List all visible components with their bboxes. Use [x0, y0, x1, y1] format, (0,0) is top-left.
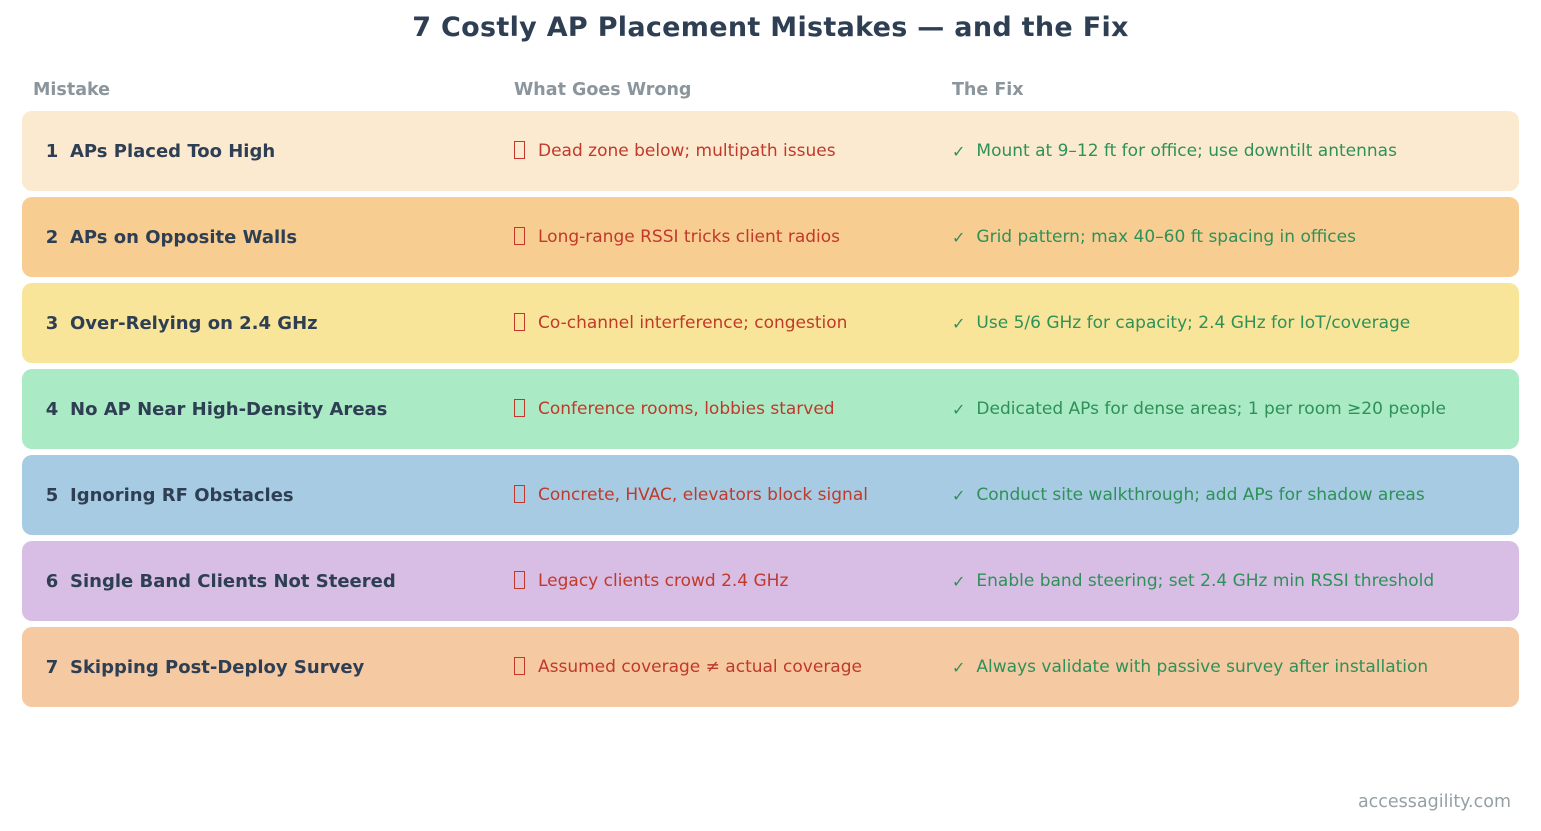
fix-text: Enable band steering; set 2.4 GHz min RSSI threshold	[976, 571, 1435, 591]
table-row	[22, 111, 1519, 191]
fix-cell	[952, 141, 1519, 161]
wrong-text: Long-range RSSI tricks client radios	[538, 227, 841, 247]
mistake-label: Single Band Clients Not Steered	[70, 570, 396, 592]
what-goes-wrong-cell	[514, 657, 952, 677]
what-goes-wrong-cell	[514, 571, 952, 591]
mistake-cell	[22, 227, 514, 248]
fix-text: Conduct site walkthrough; add APs for shadow areas	[976, 485, 1425, 505]
check-icon: ✓	[952, 399, 966, 419]
row-number: 3	[45, 312, 59, 334]
fix-text: Dedicated APs for dense areas; 1 per room ≥20 people	[976, 399, 1446, 419]
what-goes-wrong-cell	[514, 399, 952, 419]
row-number: 5	[45, 484, 59, 506]
mistake-label: No AP Near High-Density Areas	[70, 398, 388, 420]
tofu-missing-glyph-icon	[514, 399, 525, 417]
fix-text: Always validate with passive survey after installation	[976, 657, 1429, 677]
what-goes-wrong-cell	[514, 313, 952, 333]
table-body	[22, 111, 1519, 707]
row-number: 4	[45, 398, 59, 420]
what-goes-wrong-cell	[514, 485, 952, 505]
fix-cell	[952, 657, 1519, 677]
mistake-label: APs on Opposite Walls	[70, 226, 298, 248]
tofu-missing-glyph-icon	[514, 571, 525, 589]
wrong-text: Legacy clients crowd 2.4 GHz	[538, 571, 789, 591]
column-header-the-fix: The Fix	[952, 80, 1024, 100]
table-row	[22, 455, 1519, 535]
tofu-missing-glyph-icon	[514, 313, 525, 331]
wrong-text: Assumed coverage ≠ actual coverage	[538, 657, 862, 677]
check-icon: ✓	[952, 313, 966, 333]
wrong-text: Concrete, HVAC, elevators block signal	[538, 485, 868, 505]
fix-cell	[952, 227, 1519, 247]
column-header-mistake: Mistake	[33, 80, 111, 100]
column-headers	[22, 80, 1519, 100]
tofu-missing-glyph-icon	[514, 657, 525, 675]
row-number: 2	[45, 226, 59, 248]
check-icon: ✓	[952, 227, 966, 247]
column-header-what-goes-wrong: What Goes Wrong	[514, 80, 692, 100]
row-number: 7	[45, 656, 59, 678]
fix-cell	[952, 485, 1519, 505]
mistake-cell	[22, 399, 514, 420]
tofu-missing-glyph-icon	[514, 141, 525, 159]
row-number: 1	[45, 140, 59, 162]
check-icon: ✓	[952, 141, 966, 161]
wrong-text: Dead zone below; multipath issues	[538, 141, 836, 161]
fix-text: Mount at 9–12 ft for office; use downtilt antennas	[976, 141, 1397, 161]
fix-cell	[952, 571, 1519, 591]
mistake-label: APs Placed Too High	[70, 140, 276, 162]
fix-cell	[952, 399, 1519, 419]
mistake-cell	[22, 141, 514, 162]
tofu-missing-glyph-icon	[514, 227, 525, 245]
fix-cell	[952, 313, 1519, 333]
tofu-missing-glyph-icon	[514, 485, 525, 503]
table-row	[22, 369, 1519, 449]
wrong-text: Co-channel interference; congestion	[538, 313, 848, 333]
what-goes-wrong-cell	[514, 227, 952, 247]
mistake-label: Skipping Post-Deploy Survey	[70, 656, 365, 678]
table-row	[22, 197, 1519, 277]
mistake-cell	[22, 571, 514, 592]
watermark-text: accessagility.com	[1357, 792, 1511, 812]
table-row	[22, 627, 1519, 707]
check-icon: ✓	[952, 571, 966, 591]
table-row	[22, 541, 1519, 621]
mistake-cell	[22, 657, 514, 678]
page-title: 7 Costly AP Placement Mistakes — and the Fix	[412, 12, 1129, 43]
table-row	[22, 283, 1519, 363]
row-number: 6	[45, 570, 59, 592]
mistake-label: Ignoring RF Obstacles	[70, 484, 294, 506]
fix-text: Use 5/6 GHz for capacity; 2.4 GHz for IoT/coverage	[976, 313, 1411, 333]
what-goes-wrong-cell	[514, 141, 952, 161]
mistake-cell	[22, 485, 514, 506]
wrong-text: Conference rooms, lobbies starved	[538, 399, 835, 419]
check-icon: ✓	[952, 657, 966, 677]
mistake-label: Over-Relying on 2.4 GHz	[70, 312, 318, 334]
fix-text: Grid pattern; max 40–60 ft spacing in offices	[976, 227, 1356, 247]
mistake-cell	[22, 313, 514, 334]
check-icon: ✓	[952, 485, 966, 505]
